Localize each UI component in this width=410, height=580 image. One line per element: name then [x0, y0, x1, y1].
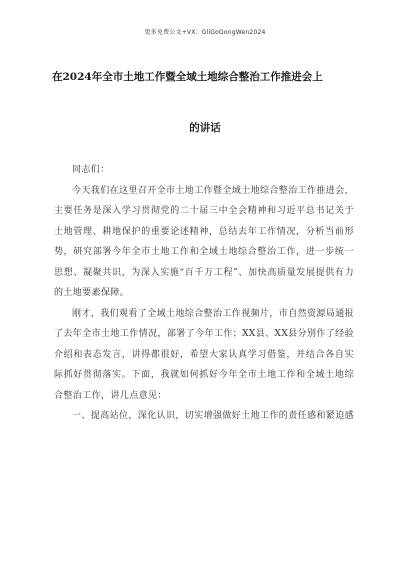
header-note: 更多免费公文+VX：GliGoGongWen2024: [144, 29, 266, 36]
paragraph-2: 刚才，我们观看了全域土地综合整治工作视频片，市自然资源局通报了去年全市土地工作情况，部署了今年工作；XX县、XX县分别作了经验介绍和表态发言，讲得都很好，希望大家认真学习借鉴，并结合各自实际抓好贯彻落实。下面，我就如何抓好今年全市土地工作和全域土地综合整治工作，讲几点意见：: [54, 308, 355, 401]
section-heading-1: 一、提高站位，深化认识，切实增强做好土地工作的责任感和紧迫感: [72, 411, 355, 421]
paragraph-1: 今天我们在这里召开全市土地工作暨全域土地综合整治工作推进会，主要任务是深入学习贯彻党的二十届三中全会精神和习近平总书记关于土地管理、耕地保护的重要论述精神，总结去年工作情况，分析当前形势，研究部署今年全市土地工作和全域土地综合整治工作，进一步统一思想、凝聚共识，为深入实施“百千万工程”、加快高质量发展提供有力的土地要素保障。: [54, 185, 355, 298]
salutation: 同志们：: [72, 165, 110, 175]
document-body: [54, 160, 354, 427]
document-title-line-2: 的讲话: [189, 122, 221, 134]
document-title-line-1: 在2024年全市土地工作暨全域土地综合整治工作推进会上: [52, 71, 323, 83]
